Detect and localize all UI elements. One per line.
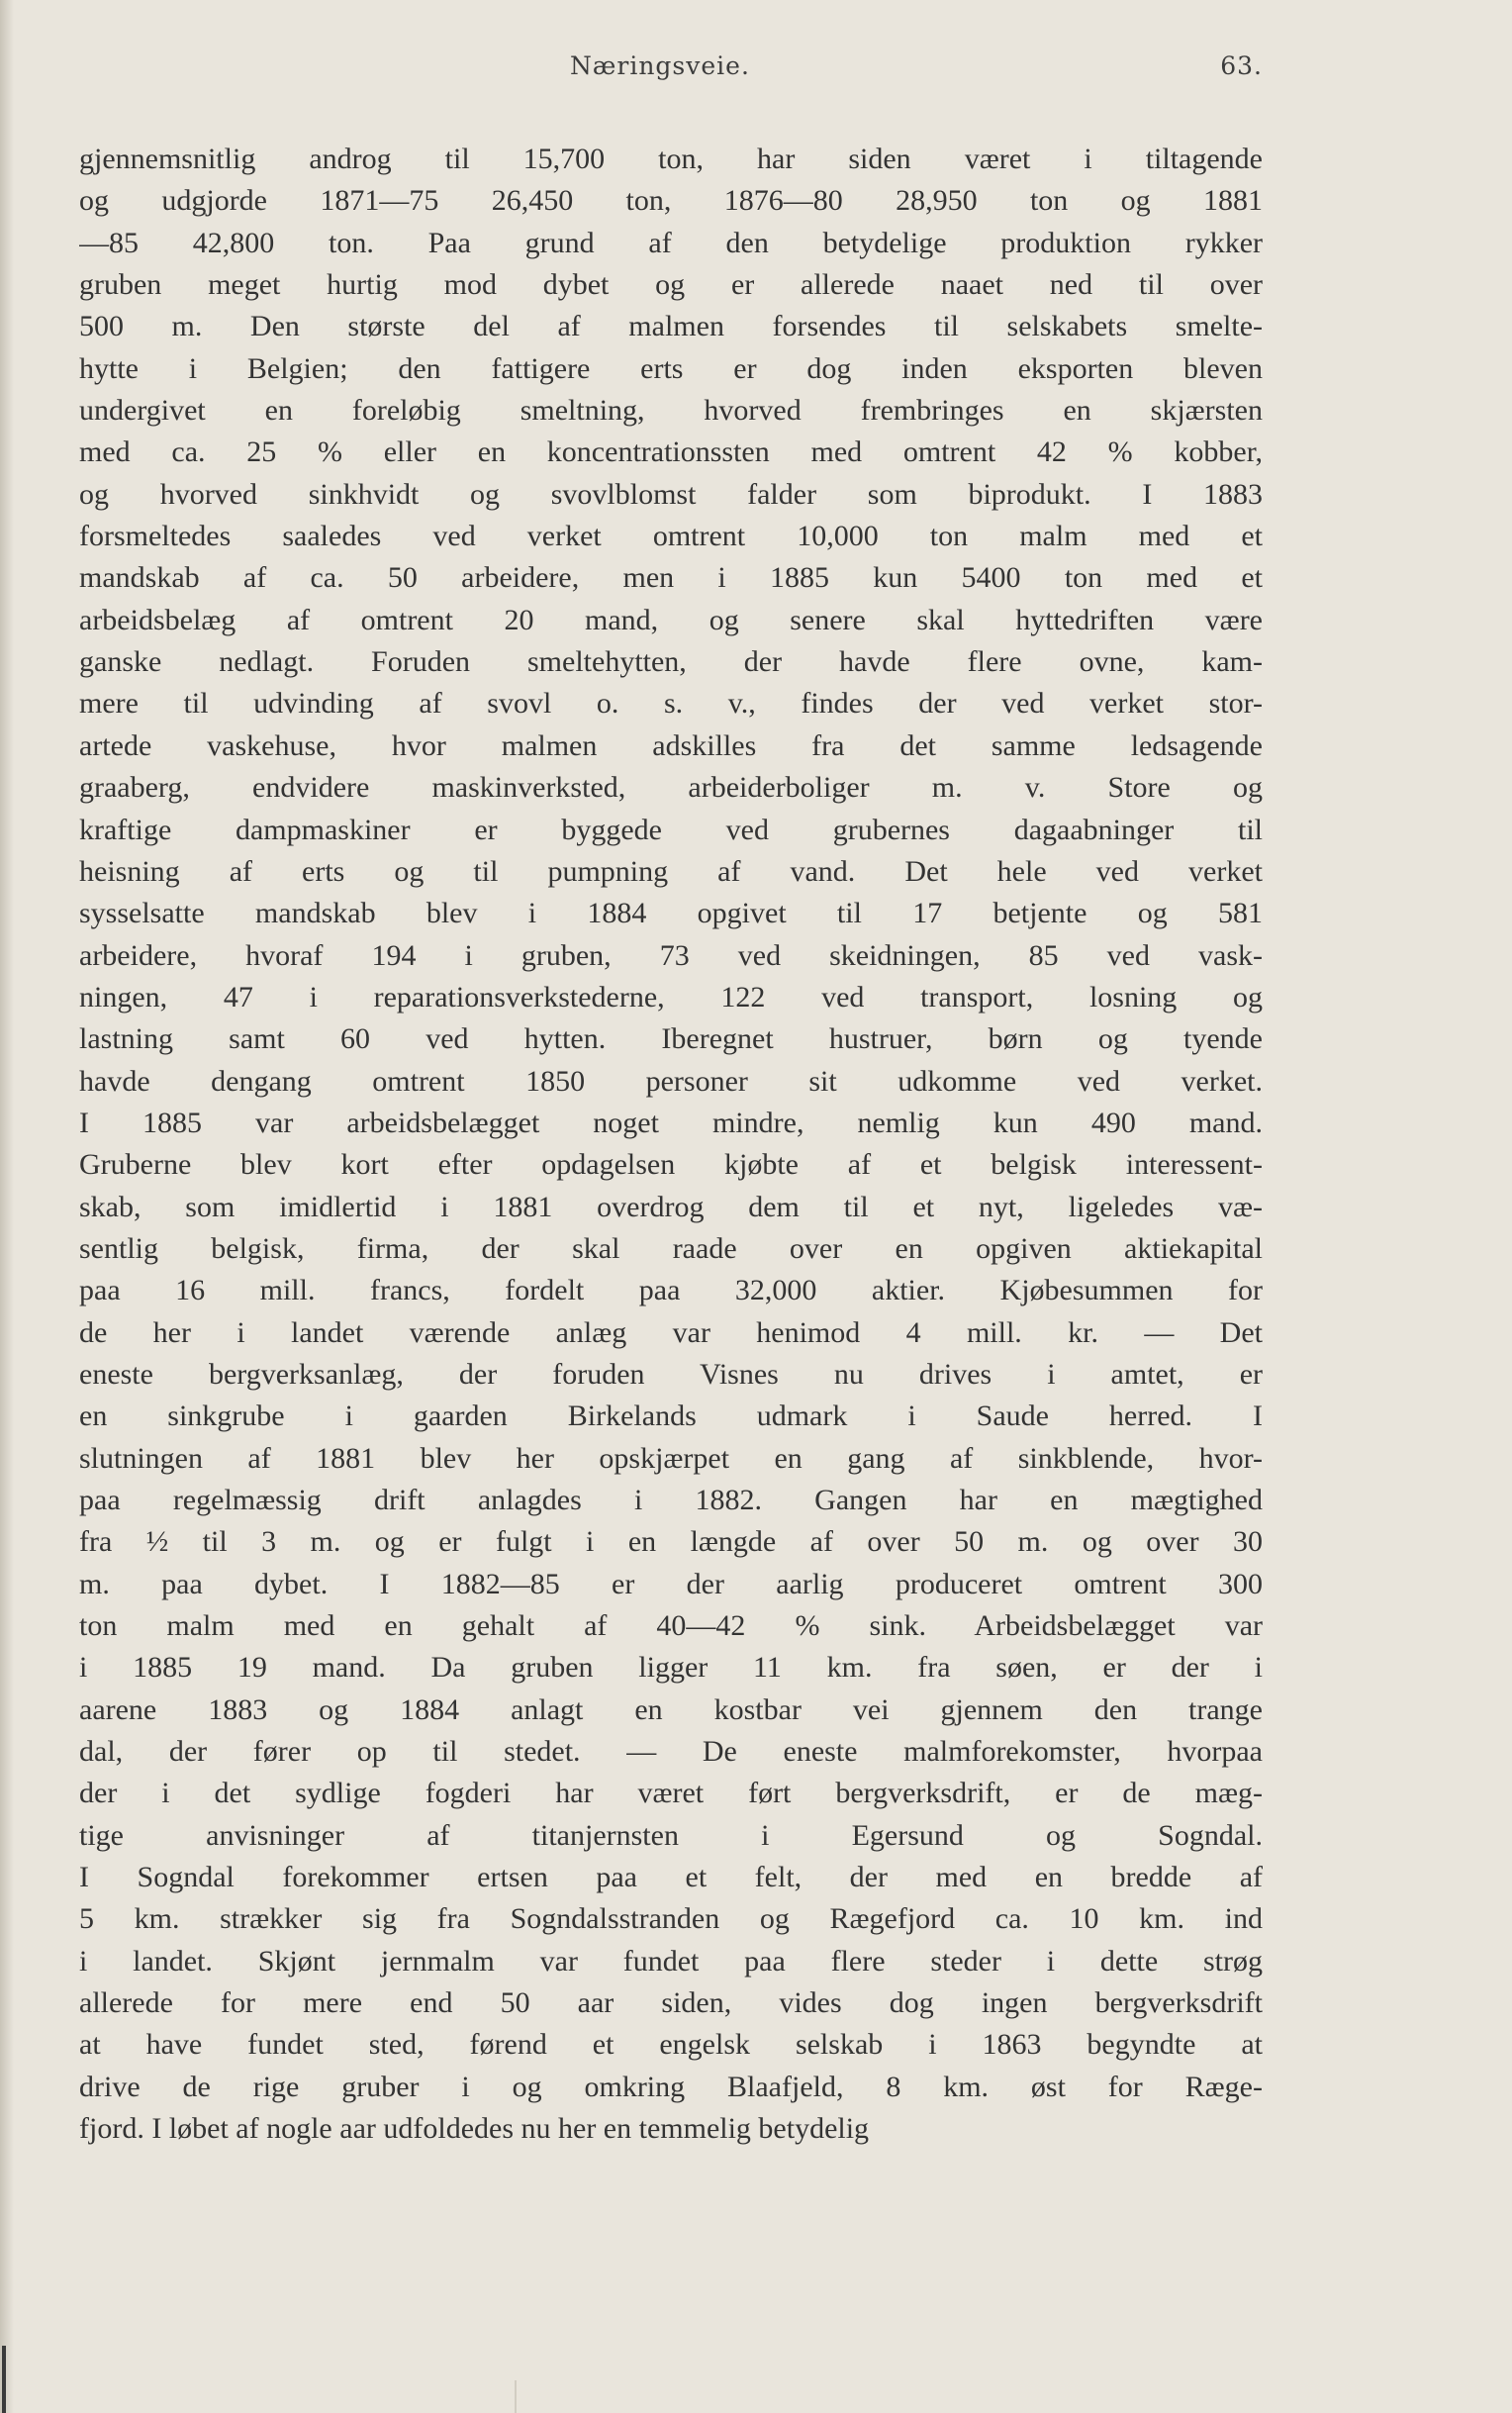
- text-line: mandskab af ca. 50 arbeidere, men i 1885 kun 5400 ton med et: [79, 561, 1263, 595]
- text-line: fjord. I løbet af nogle aar udfoldedes nu her en temmelig betydelig: [79, 2112, 870, 2146]
- text-line: fra ½ til 3 m. og er fulgt i en længde af over 50 m. og over 30: [79, 1525, 1263, 1559]
- text-line: hytte i Belgien; den fattigere erts er dog inden eksporten bleven: [79, 351, 1263, 385]
- page-header: [79, 51, 1263, 91]
- text-line: forsmeltedes saaledes ved verket omtrent 10,000 ton malm med et: [79, 520, 1263, 553]
- text-line: 5 km. strækker sig fra Sogndalsstranden og Rægefjord ca. 10 km. ind: [79, 1902, 1263, 1936]
- text-line: allerede for mere end 50 aar siden, vides dog ingen bergverksdrift: [79, 1986, 1263, 2020]
- text-line: tige anvisninger af titanjernsten i Egersund og Sogndal.: [79, 1818, 1263, 1852]
- text-line: lastning samt 60 ved hytten. Iberegnet hustruer, børn og tyende: [79, 1022, 1263, 1056]
- text-line: paa regelmæssig drift anlagdes i 1882. Gangen har en mægtighed: [79, 1484, 1263, 1516]
- text-line: i 1885 19 mand. Da gruben ligger 11 km. fra søen, er der i: [79, 1651, 1263, 1685]
- text-line: artede vaskehuse, hvor malmen adskilles fra det samme ledsagende: [79, 728, 1263, 762]
- page-spine-shadow: [0, 0, 14, 2413]
- text-line: I 1885 var arbeidsbelægget noget mindre, nemlig kun 490 mand.: [79, 1106, 1263, 1139]
- text-line: aarene 1883 og 1884 anlagt en kostbar vei gjennem den trange: [79, 1692, 1263, 1726]
- text-line: ningen, 47 i reparationsverkstederne, 122 ved transport, losning og: [79, 980, 1263, 1013]
- text-line: m. paa dybet. I 1882—85 er der aarlig produceret omtrent 300: [79, 1567, 1263, 1600]
- text-line: dal, der fører op til stedet. — De eneste malmforekomster, hvorpaa: [79, 1735, 1263, 1769]
- text-line: I Sogndal forekommer ertsen paa et felt, der med en bredde af: [79, 1861, 1263, 1894]
- text-line: mere til udvinding af svovl o. s. v., findes der ved verket stor-: [79, 687, 1263, 721]
- text-line: eneste bergverksanlæg, der foruden Visnes nu drives i amtet, er: [79, 1357, 1263, 1391]
- text-line: heisning af erts og til pumpning af vand. Det hele ved verket: [79, 854, 1263, 888]
- body-text: [79, 139, 1263, 2151]
- text-line: og udgjorde 1871—75 26,450 ton, 1876—80 28,950 ton og 1881: [79, 184, 1263, 218]
- text-line: sysselsatte mandskab blev i 1884 opgivet til 17 betjente og 581: [79, 897, 1263, 930]
- text-line: —85 42,800 ton. Paa grund af den betydelige produktion rykker: [79, 226, 1263, 259]
- text-line: sentlig belgisk, firma, der skal raade over en opgiven aktiekapital: [79, 1231, 1263, 1265]
- running-title: Næringsveie.: [570, 51, 750, 80]
- text-line: ton malm med en gehalt af 40—42 % sink. Arbeidsbelægget var: [79, 1609, 1263, 1643]
- text-line: havde dengang omtrent 1850 personer sit udkomme ved verket.: [79, 1064, 1263, 1098]
- text-line: der i det sydlige fogderi har været ført bergverksdrift, er de mæg-: [79, 1777, 1263, 1810]
- text-line: arbeidsbelæg af omtrent 20 mand, og senere skal hyttedriften være: [79, 603, 1263, 636]
- page-edge-mark: [2, 2346, 6, 2413]
- text-line: ganske nedlagt. Foruden smeltehytten, der havde flere ovne, kam-: [79, 645, 1263, 679]
- text-line: slutningen af 1881 blev her opskjærpet en gang af sinkblende, hvor-: [79, 1441, 1263, 1475]
- text-line: at have fundet sted, førend et engelsk selskab i 1863 begyndte at: [79, 2028, 1263, 2062]
- text-line: gruben meget hurtig mod dybet og er allerede naaet ned til over: [79, 268, 1263, 302]
- text-line: drive de rige gruber i og omkring Blaafjeld, 8 km. øst for Ræge-: [79, 2070, 1263, 2103]
- text-line: og hvorved sinkhvidt og svovlblomst falder som biprodukt. I 1883: [79, 477, 1263, 511]
- text-line: de her i landet værende anlæg var henimod 4 mill. kr. — Det: [79, 1315, 1263, 1349]
- page-fold-mark: [515, 2380, 517, 2413]
- text-line: arbeidere, hvoraf 194 i gruben, 73 ved skeidningen, 85 ved vask-: [79, 938, 1263, 972]
- text-line: med ca. 25 % eller en koncentrationssten med omtrent 42 % kobber,: [79, 435, 1263, 469]
- text-line: paa 16 mill. francs, fordelt paa 32,000 aktier. Kjøbesummen for: [79, 1274, 1263, 1307]
- text-line: graaberg, endvidere maskinverksted, arbeiderboliger m. v. Store og: [79, 771, 1263, 805]
- text-line: skab, som imidlertid i 1881 overdrog dem til et nyt, ligeledes væ-: [79, 1190, 1263, 1223]
- text-line: Gruberne blev kort efter opdagelsen kjøbte af et belgisk interessent-: [79, 1148, 1263, 1182]
- text-line: kraftige dampmaskiner er byggede ved grubernes dagaabninger til: [79, 813, 1263, 846]
- text-line: 500 m. Den største del af malmen forsendes til selskabets smelte-: [79, 310, 1263, 343]
- text-line: undergivet en foreløbig smeltning, hvorved frembringes en skjærsten: [79, 394, 1263, 428]
- text-line: en sinkgrube i gaarden Birkelands udmark i Saude herred. I: [79, 1400, 1263, 1433]
- text-line: i landet. Skjønt jernmalm var fundet paa flere steder i dette strøg: [79, 1944, 1263, 1978]
- page-number: 63.: [1220, 51, 1263, 80]
- text-line: gjennemsnitlig androg til 15,700 ton, har siden været i tiltagende: [79, 143, 1263, 175]
